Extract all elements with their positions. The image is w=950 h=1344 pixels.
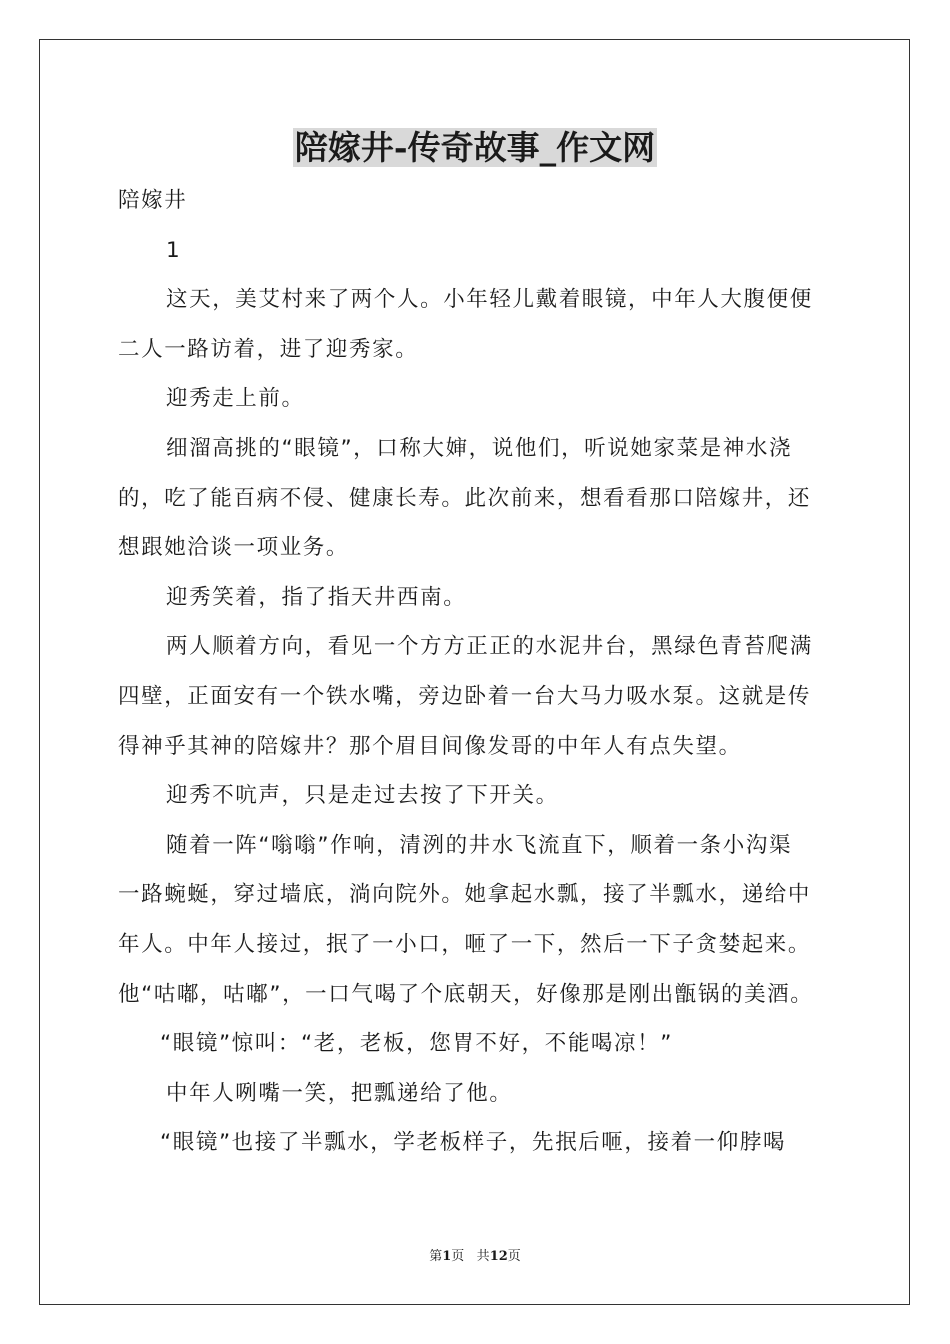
paragraph-line: 二人一路访着，进了迎秀家。 bbox=[118, 336, 419, 362]
page-footer bbox=[0, 1245, 950, 1264]
footer-total-pages: 12 bbox=[489, 1249, 508, 1264]
paragraph-line: 四壁，正面安有一个铁水嘴，旁边卧着一台大马力吸水泵。这就是传 bbox=[118, 683, 812, 709]
paragraph-line: 两人顺着方向，看见一个方方正正的水泥井台，黑绿色青苔爬满 bbox=[166, 634, 813, 660]
paragraph-line: 他“咕嘟，咕嘟”，一口气喝了个底朝天，好像那是刚出甑锅的美酒。 bbox=[118, 981, 814, 1007]
paragraph-line: “眼镜”惊叫：“老，老板，您胃不好，不能喝凉！” bbox=[160, 1031, 673, 1057]
document-title-text: 陪嫁井-传奇故事_作文网 bbox=[294, 128, 656, 167]
footer-total-suffix: 页 bbox=[507, 1249, 521, 1264]
paragraph-line: 得神乎其神的陪嫁井？那个眉目间像发哥的中年人有点失望。 bbox=[118, 733, 742, 759]
document-title bbox=[0, 124, 950, 172]
paragraph-line: 迎秀不吭声，只是走过去按了下开关。 bbox=[166, 783, 559, 809]
paragraph-line: “眼镜”也接了半瓢水，学老板样子，先抿后咂，接着一仰脖喝 bbox=[160, 1130, 787, 1156]
paragraph-line: 这天，美艾村来了两个人。小年轻儿戴着眼镜，中年人大腹便便 bbox=[166, 287, 813, 313]
footer-total-prefix: 共 bbox=[476, 1249, 490, 1264]
paragraph-line: 迎秀笑着，指了指天井西南。 bbox=[166, 584, 467, 610]
footer-page-number: 1 bbox=[442, 1249, 452, 1264]
document-body bbox=[118, 176, 838, 1168]
paragraph-line: 细溜高挑的“眼镜”，口称大婶，说他们，听说她家菜是神水浇 bbox=[166, 435, 793, 461]
subtitle-line: 陪嫁井 bbox=[118, 188, 188, 213]
paragraph-line: 的，吃了能百病不侵、健康长寿。此次前来，想看看那口陪嫁井，还 bbox=[118, 485, 812, 511]
section-number: 1 bbox=[166, 237, 182, 263]
footer-page-prefix: 第 bbox=[429, 1249, 443, 1264]
paragraph-line: 年人。中年人接过，抿了一小口，咂了一下，然后一下子贪婪起来。 bbox=[118, 931, 812, 957]
paragraph-line: 中年人咧嘴一笑，把瓢递给了他。 bbox=[166, 1080, 513, 1106]
paragraph-line: 一路蜿蜒，穿过墙底，淌向院外。她拿起水瓢，接了半瓢水，递给中 bbox=[118, 882, 812, 908]
paragraph-line: 想跟她洽谈一项业务。 bbox=[118, 535, 350, 561]
paragraph-line: 随着一阵“嗡嗡”作响，清洌的井水飞流直下，顺着一条小沟渠 bbox=[166, 832, 793, 858]
paragraph-line: 迎秀走上前。 bbox=[166, 386, 305, 412]
footer-page-suffix: 页 bbox=[451, 1249, 465, 1264]
